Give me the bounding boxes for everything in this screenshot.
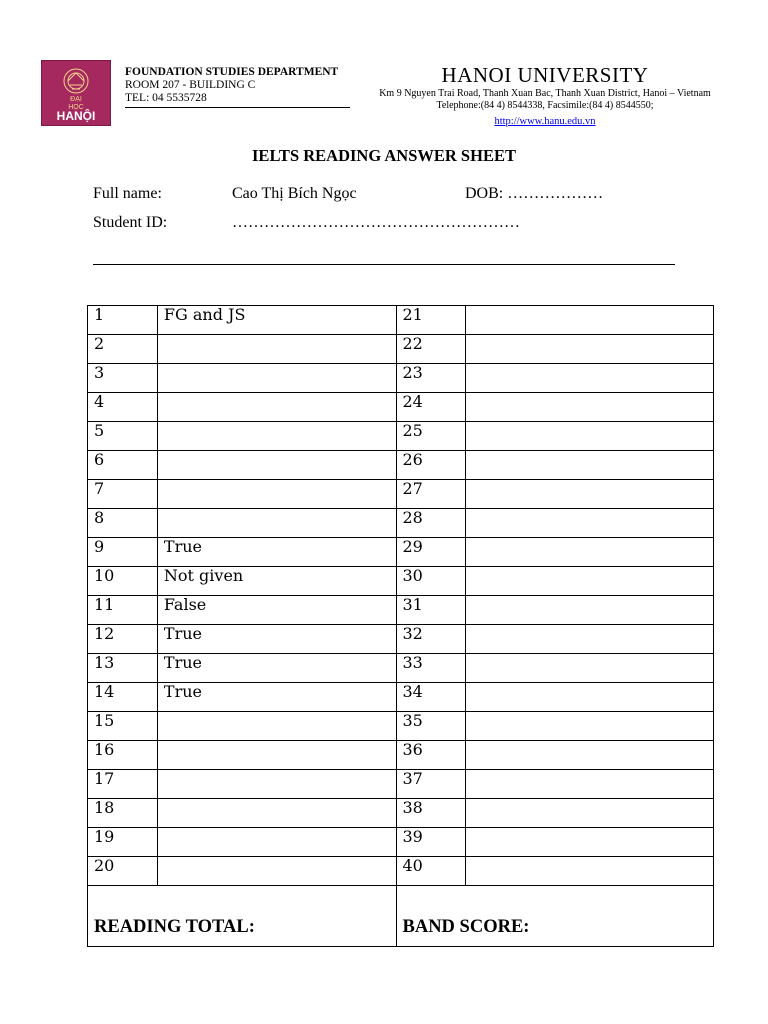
answer-cell[interactable] <box>466 306 714 335</box>
table-row <box>88 828 714 857</box>
answer-cell[interactable]: True <box>157 654 396 683</box>
full-name-label: Full name: <box>93 185 162 202</box>
logo-line2: HỌC <box>68 104 84 111</box>
question-number: 9 <box>88 538 158 567</box>
department-divider <box>125 107 350 108</box>
reading-total-cell[interactable]: READING TOTAL: <box>88 886 397 947</box>
answer-cell[interactable] <box>466 799 714 828</box>
answer-cell[interactable] <box>466 770 714 799</box>
table-row <box>88 857 714 886</box>
question-number: 5 <box>88 422 158 451</box>
answer-cell[interactable] <box>466 480 714 509</box>
answer-cell[interactable]: True <box>157 625 396 654</box>
answer-cell[interactable]: Not given <box>157 567 396 596</box>
question-number: 18 <box>88 799 158 828</box>
question-number: 13 <box>88 654 158 683</box>
table-row <box>88 741 714 770</box>
question-number: 33 <box>396 654 466 683</box>
answer-cell[interactable] <box>157 509 396 538</box>
answer-cell[interactable] <box>466 857 714 886</box>
answer-cell[interactable] <box>157 335 396 364</box>
question-number: 27 <box>396 480 466 509</box>
question-number: 40 <box>396 857 466 886</box>
answer-cell[interactable]: False <box>157 596 396 625</box>
question-number: 7 <box>88 480 158 509</box>
university-phone: Telephone:(84 4) 8544338, Facsimile:(84 4) 8544550; <box>436 99 654 111</box>
answer-cell[interactable] <box>466 538 714 567</box>
question-number: 16 <box>88 741 158 770</box>
department-room: ROOM 207 - BUILDING C <box>125 79 256 91</box>
answer-cell[interactable] <box>157 364 396 393</box>
university-website-link[interactable]: http://www.hanu.edu.vn <box>494 116 596 127</box>
table-row <box>88 538 714 567</box>
answer-cell[interactable]: True <box>157 538 396 567</box>
answer-cell[interactable] <box>157 741 396 770</box>
table-row <box>88 799 714 828</box>
university-info <box>360 62 730 129</box>
answer-cell[interactable] <box>466 596 714 625</box>
question-number: 32 <box>396 625 466 654</box>
answer-cell[interactable] <box>466 828 714 857</box>
question-number: 1 <box>88 306 158 335</box>
question-number: 39 <box>396 828 466 857</box>
question-number: 10 <box>88 567 158 596</box>
question-number: 19 <box>88 828 158 857</box>
table-row <box>88 480 714 509</box>
answer-cell[interactable] <box>466 712 714 741</box>
answer-cell[interactable]: FG and JS <box>157 306 396 335</box>
question-number: 36 <box>396 741 466 770</box>
question-number: 6 <box>88 451 158 480</box>
answer-cell[interactable] <box>466 335 714 364</box>
question-number: 22 <box>396 335 466 364</box>
question-number: 14 <box>88 683 158 712</box>
question-number: 21 <box>396 306 466 335</box>
table-row <box>88 393 714 422</box>
answer-cell[interactable] <box>157 799 396 828</box>
university-address: Km 9 Nguyen Trai Road, Thanh Xuan Bac, Thanh Xuan District, Hanoi – Vietnam <box>379 88 711 99</box>
full-name-value[interactable]: Cao Thị Bích Ngọc <box>232 185 357 202</box>
question-number: 26 <box>396 451 466 480</box>
answer-cell[interactable] <box>157 857 396 886</box>
student-id-label: Student ID: <box>93 214 168 231</box>
table-row <box>88 683 714 712</box>
answer-cell[interactable] <box>157 480 396 509</box>
university-name: HANOI UNIVERSITY <box>441 63 649 87</box>
question-number: 30 <box>396 567 466 596</box>
answer-cell[interactable] <box>466 741 714 770</box>
department-name: FOUNDATION STUDIES DEPARTMENT <box>125 66 339 78</box>
sheet-title: IELTS READING ANSWER SHEET <box>252 146 516 165</box>
question-number: 35 <box>396 712 466 741</box>
table-row <box>88 335 714 364</box>
answer-table <box>87 305 714 947</box>
table-row <box>88 596 714 625</box>
answer-cell[interactable] <box>466 393 714 422</box>
question-number: 38 <box>396 799 466 828</box>
question-number: 11 <box>88 596 158 625</box>
table-row <box>88 625 714 654</box>
question-number: 28 <box>396 509 466 538</box>
totals-row <box>88 886 714 947</box>
question-number: 17 <box>88 770 158 799</box>
university-logo <box>41 60 111 126</box>
answer-cell[interactable] <box>157 770 396 799</box>
question-number: 3 <box>88 364 158 393</box>
question-number: 20 <box>88 857 158 886</box>
table-row <box>88 451 714 480</box>
answer-cell[interactable] <box>466 364 714 393</box>
question-number: 12 <box>88 625 158 654</box>
table-row <box>88 364 714 393</box>
table-row <box>88 654 714 683</box>
answer-cell[interactable] <box>466 567 714 596</box>
answer-cell[interactable] <box>466 625 714 654</box>
answer-cell[interactable] <box>157 393 396 422</box>
answer-cell[interactable] <box>157 451 396 480</box>
question-number: 4 <box>88 393 158 422</box>
answer-cell[interactable] <box>466 422 714 451</box>
answer-cell[interactable] <box>157 712 396 741</box>
question-number: 8 <box>88 509 158 538</box>
answer-cell[interactable]: True <box>157 683 396 712</box>
table-row <box>88 306 714 335</box>
question-number: 2 <box>88 335 158 364</box>
table-row <box>88 567 714 596</box>
answer-cell[interactable] <box>466 509 714 538</box>
answer-cell[interactable] <box>466 451 714 480</box>
band-score-cell[interactable]: BAND SCORE: <box>396 886 714 947</box>
answer-cell[interactable] <box>466 683 714 712</box>
logo-line1: ĐẠI <box>70 96 82 103</box>
answer-cell[interactable] <box>157 828 396 857</box>
department-info <box>125 66 338 105</box>
student-id-value[interactable]: ……………………………………………… <box>232 214 520 231</box>
question-number: 29 <box>396 538 466 567</box>
answer-cell[interactable] <box>466 654 714 683</box>
table-row <box>88 509 714 538</box>
question-number: 23 <box>396 364 466 393</box>
question-number: 37 <box>396 770 466 799</box>
answer-cell[interactable] <box>157 422 396 451</box>
dob-field[interactable]: DOB: ……………… <box>465 185 604 202</box>
table-row <box>88 770 714 799</box>
question-number: 34 <box>396 683 466 712</box>
logo-line3: HANỘI <box>56 109 96 123</box>
question-number: 24 <box>396 393 466 422</box>
header-divider <box>93 264 675 265</box>
table-row <box>88 422 714 451</box>
question-number: 25 <box>396 422 466 451</box>
question-number: 15 <box>88 712 158 741</box>
table-row <box>88 712 714 741</box>
question-number: 31 <box>396 596 466 625</box>
department-tel: TEL: 04 5535728 <box>125 92 207 104</box>
